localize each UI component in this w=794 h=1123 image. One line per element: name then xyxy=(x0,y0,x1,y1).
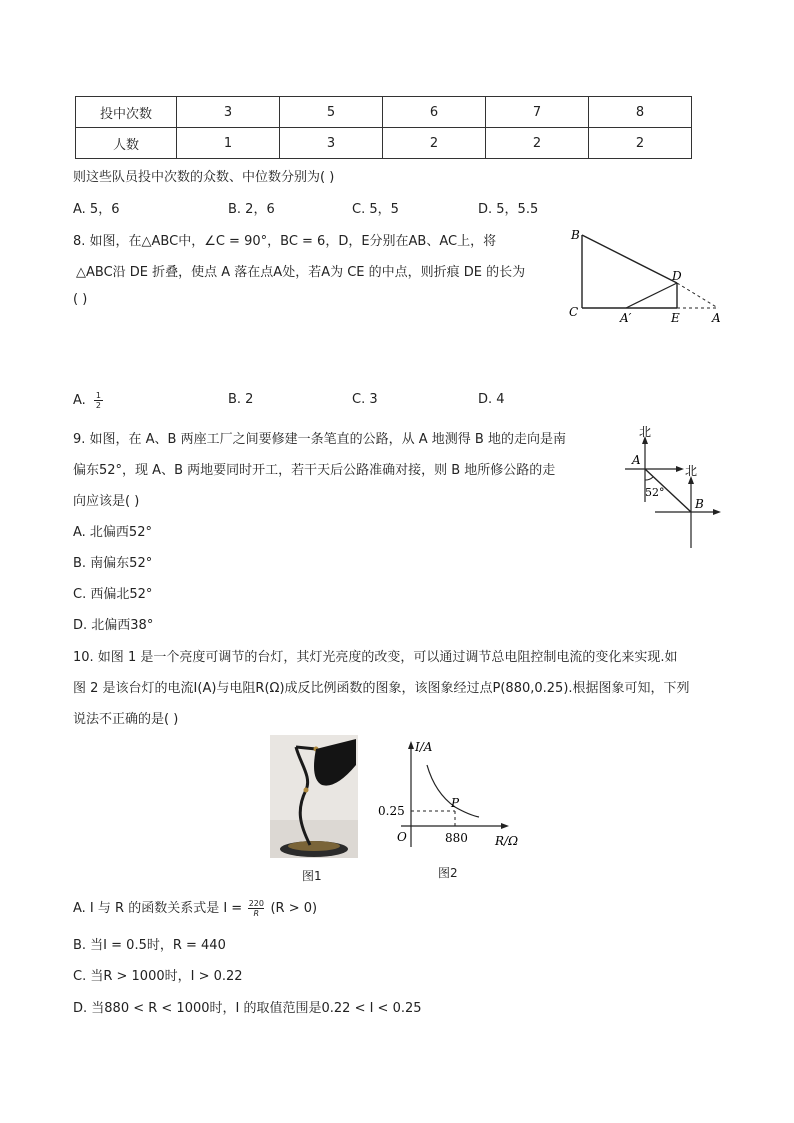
table-cell: 6 xyxy=(383,97,486,128)
q9-direction-figure xyxy=(605,422,735,552)
lamp-photo xyxy=(270,735,358,858)
q10-option-c[interactable]: C. 当R > 1000时，I > 0.22 xyxy=(73,969,243,984)
q7-option-b[interactable]: B. 2，6 xyxy=(228,202,275,217)
label-a-prime: A′ xyxy=(620,311,632,325)
q8-stem-line3: ( ) xyxy=(73,292,88,307)
q7-option-a[interactable]: A. 5，6 xyxy=(73,202,120,217)
q8-stem-line1: 8. 如图，在△ABC中，∠C = 90°，BC = 6，D，E分别在AB、AC上，将 xyxy=(73,234,497,249)
x-axis-label: R/Ω xyxy=(495,834,519,848)
denominator: R xyxy=(253,909,260,918)
table-row xyxy=(76,97,692,128)
x-tick-label: 880 xyxy=(445,831,468,845)
east-arrow-a xyxy=(676,466,684,472)
q10-stem-line1: 10. 如图 1 是一个亮度可调节的台灯，其灯光亮度的改变，可以通过调节总电阻控制电流的变化来实现.如 xyxy=(73,650,678,665)
table-header-cell: 投中次数 xyxy=(76,97,177,128)
option-a-text: A. I 与 R 的函数关系式是 I = xyxy=(73,901,243,916)
east-arrow-b xyxy=(713,509,721,515)
table-header-cell: 人数 xyxy=(76,128,177,159)
fig1-caption: 图1 xyxy=(302,869,322,883)
option-a-domain: (R > 0) xyxy=(270,901,318,916)
q9-option-b[interactable]: B. 南偏东52° xyxy=(73,556,153,571)
y-tick-label: 0.25 xyxy=(378,804,405,818)
label-a: A xyxy=(632,453,641,467)
q8-triangle-figure xyxy=(560,225,730,325)
fig2-caption: 图2 xyxy=(438,866,458,880)
q7-option-c[interactable]: C. 5，5 xyxy=(352,202,399,217)
y-axis-label: I/A xyxy=(415,740,433,754)
numerator: 220 xyxy=(248,899,264,908)
y-axis-arrow xyxy=(408,741,414,749)
q10-option-d[interactable]: D. 当880 < R < 1000时，I 的取值范围是0.22 < I < 0.25 xyxy=(73,1001,422,1016)
x-axis-arrow xyxy=(501,823,509,829)
option-label: A. xyxy=(73,393,86,408)
table-cell: 8 xyxy=(589,97,692,128)
label-c: C xyxy=(569,305,579,319)
table-cell: 2 xyxy=(589,128,692,159)
q8-option-b[interactable]: B. 2 xyxy=(228,392,254,407)
q8-option-d[interactable]: D. 4 xyxy=(478,392,505,407)
fraction-half xyxy=(94,391,103,410)
q7-option-d[interactable]: D. 5，5.5 xyxy=(478,202,539,217)
label-north-2: 北 xyxy=(685,464,698,478)
label-b: B xyxy=(695,497,704,511)
q8-option-c[interactable]: C. 3 xyxy=(352,392,378,407)
q9-stem-line1: 9. 如图，在 A、B 两座工厂之间要修建一条笔直的公路，从 A 地测得 B 地的走向是南 xyxy=(73,432,566,447)
score-table xyxy=(75,96,692,159)
label-e: E xyxy=(671,311,680,325)
label-b: B xyxy=(571,228,580,242)
table-cell: 3 xyxy=(280,128,383,159)
label-north-1: 北 xyxy=(639,425,652,439)
angle-arc xyxy=(645,477,653,480)
segment-da1 xyxy=(626,283,677,308)
fraction-220-over-r xyxy=(248,899,264,918)
q9-option-d[interactable]: D. 北偏西38° xyxy=(73,618,154,633)
point-p-label: P xyxy=(451,796,460,810)
segment-bd xyxy=(582,235,677,283)
label-a: A xyxy=(712,311,721,325)
label-angle: 52° xyxy=(645,486,665,499)
q9-option-a[interactable]: A. 北偏西52° xyxy=(73,525,152,540)
table-row xyxy=(76,128,692,159)
current-resistance-graph xyxy=(375,735,535,853)
q9-stem-line3: 向应该是( ) xyxy=(73,494,140,509)
numerator: 1 xyxy=(95,391,101,400)
q8-stem-line2: △ABC沿 DE 折叠，使点 A 落在点A处，若A为 CE 的中点，则折痕 DE 的长为 xyxy=(76,265,526,280)
q10-stem-line2: 图 2 是该台灯的电流I(A)与电阻R(Ω)成反比例函数的图象，该图象经过点P(880,0.25).根据图象可知，下列 xyxy=(73,681,690,696)
q8-option-a[interactable] xyxy=(73,391,103,410)
label-d: D xyxy=(672,269,682,283)
q9-option-c[interactable]: C. 西偏北52° xyxy=(73,587,153,602)
q9-stem-line2: 偏东52°，现 A、B 两地要同时开工，若干天后公路准确对接，则 B 地所修公路的走 xyxy=(73,463,556,478)
q10-option-a[interactable] xyxy=(73,897,317,918)
table-cell: 7 xyxy=(486,97,589,128)
denominator: 2 xyxy=(95,401,101,410)
table-cell: 2 xyxy=(383,128,486,159)
table-cell: 5 xyxy=(280,97,383,128)
table-cell: 3 xyxy=(177,97,280,128)
q7-stem: 则这些队员投中次数的众数、中位数分别为( ) xyxy=(73,170,335,185)
dashed-da xyxy=(677,283,718,308)
q10-option-b[interactable]: B. 当I = 0.5时，R = 440 xyxy=(73,938,226,953)
table-cell: 1 xyxy=(177,128,280,159)
table-cell: 2 xyxy=(486,128,589,159)
q10-stem-line3: 说法不正确的是( ) xyxy=(73,712,179,727)
origin-label: O xyxy=(397,830,407,844)
